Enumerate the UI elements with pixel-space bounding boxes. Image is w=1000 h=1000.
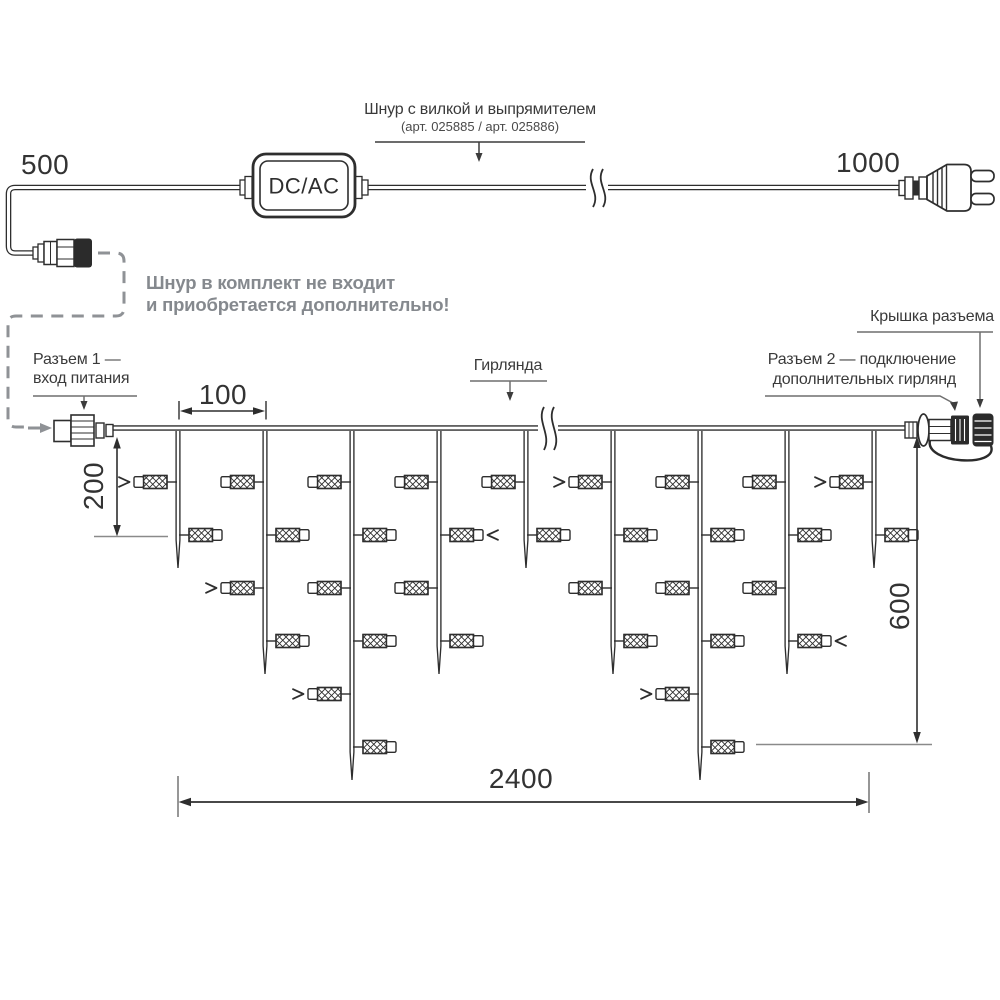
gray-arrow-icon [40, 423, 52, 433]
dim-label-600: 600 [883, 581, 915, 631]
lamp-icon [179, 529, 222, 542]
connector-2 [905, 414, 994, 461]
garland-drop [206, 431, 309, 674]
lamp-icon [701, 529, 744, 542]
garland-drop [554, 431, 657, 674]
power-plug-icon [899, 165, 994, 212]
cord-connector-icon [33, 239, 92, 268]
garland-wire [112, 407, 917, 450]
direction-arrow-right-icon [554, 477, 565, 487]
lamp-icon [788, 635, 831, 648]
dashed-leader [8, 253, 124, 433]
lamp-icon [788, 529, 831, 542]
direction-arrow-right-icon [206, 583, 217, 593]
lamp-icon [353, 741, 396, 754]
connector1-label-line2: вход питания [33, 370, 130, 387]
lamp-icon [266, 529, 309, 542]
lamp-icon [221, 476, 264, 489]
lamp-icon [656, 688, 699, 701]
note-line2: и приобретается дополнительно! [146, 294, 450, 315]
lamp-icon [308, 688, 351, 701]
lamp-icon [701, 635, 744, 648]
power-cord [9, 169, 900, 253]
lamp-icon [875, 529, 918, 542]
garland-drop [641, 431, 744, 780]
lamp-icon [266, 635, 309, 648]
dim-label-1000: 1000 [836, 147, 901, 178]
lamp-icon [395, 476, 438, 489]
lamp-icon [353, 635, 396, 648]
dim-label-500: 500 [21, 149, 70, 180]
lamp-icon [656, 582, 699, 595]
garland-drops [119, 431, 918, 780]
lamp-icon [743, 476, 786, 489]
wire-break-icon [542, 407, 557, 450]
connector2-label-line2: дополнительных гирлянд [772, 371, 956, 388]
dim-label-2400: 2400 [488, 763, 554, 794]
dim-label-100: 100 [198, 379, 248, 410]
connector-cap-icon [973, 414, 994, 447]
connector-1 [54, 415, 113, 446]
garland-drop [395, 431, 498, 674]
dim-label-200: 200 [77, 461, 109, 511]
cap-label: Крышка разъема [870, 308, 994, 325]
lamp-icon [527, 529, 570, 542]
lamp-icon [221, 582, 264, 595]
garland-drop [119, 431, 222, 568]
cord-break-icon [591, 169, 606, 207]
direction-arrow-left-icon [836, 636, 847, 646]
lamp-icon [353, 529, 396, 542]
garland-drop [815, 431, 918, 568]
leader-connector2-label [765, 396, 958, 411]
lamp-icon [134, 476, 177, 489]
direction-arrow-left-icon [488, 530, 499, 540]
garland-drop [482, 431, 570, 568]
lamp-icon [614, 635, 657, 648]
direction-arrow-right-icon [815, 477, 826, 487]
lamp-icon [569, 582, 612, 595]
lamp-icon [440, 635, 483, 648]
lamp-icon [830, 476, 873, 489]
lamp-icon [308, 476, 351, 489]
lamp-icon [569, 476, 612, 489]
direction-arrow-right-icon [293, 689, 304, 699]
cord-label: Шнур с вилкой и выпрямителем [364, 101, 596, 118]
connector1-label-line1: Разъем 1 — [33, 351, 121, 368]
lamp-icon [701, 741, 744, 754]
connector2-label-line1: Разъем 2 — подключение [767, 351, 956, 368]
leader-garland-label [470, 381, 547, 401]
direction-arrow-right-icon [119, 477, 130, 487]
lamp-icon [743, 582, 786, 595]
lamp-icon [440, 529, 483, 542]
direction-arrow-right-icon [641, 689, 652, 699]
lamp-icon [656, 476, 699, 489]
lamp-icon [308, 582, 351, 595]
lamp-icon [482, 476, 525, 489]
dcac-label: DC/AC [268, 173, 340, 199]
note-line1: Шнур в комплект не входит [146, 272, 395, 293]
leader-cord-label [375, 142, 585, 162]
lamp-icon [395, 582, 438, 595]
garland-drop [743, 431, 846, 674]
garland-label: Гирлянда [473, 357, 543, 374]
lamp-icon [614, 529, 657, 542]
cord-sublabel: (арт. 025885 / арт. 025886) [400, 119, 560, 134]
garland-drop [293, 431, 396, 780]
leader-connector1-label [33, 396, 137, 410]
